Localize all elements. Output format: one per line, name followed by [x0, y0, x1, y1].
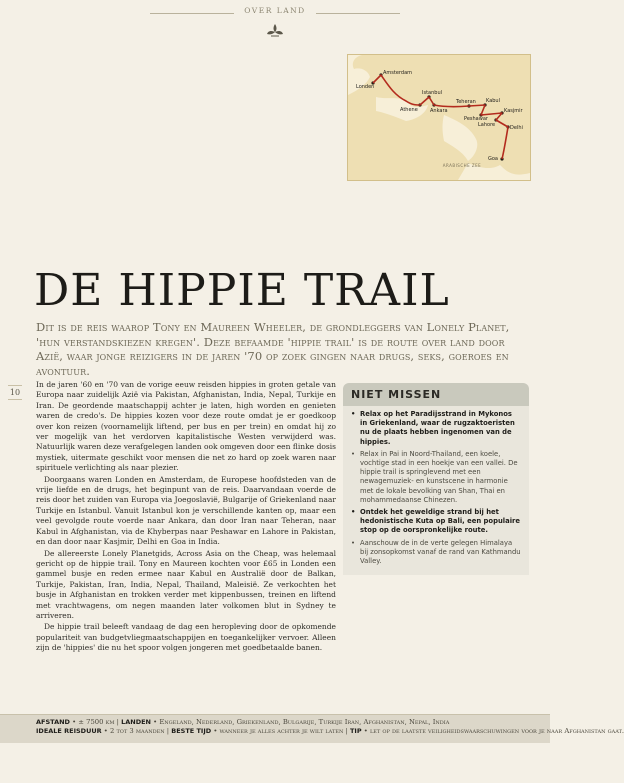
sidebar-item: • Relax in Pai in Noord-Thailand, een koele, vochtige stad in een hoekje van een vallei. De hippie trail is springlevend met een newagemuziek- en kunstscene in harmonie met de lokale bevolking van Shan, Thai en mohammedaanse Chinezen.: [351, 449, 518, 504]
body-paragraph: De allereerste Lonely Planetgids, Across Asia on the Cheap, was helemaal gericht op de hippie trail. Tony en Maureen kochten voor £65 in Londen een gammel busje en reden ermee naar Kabul en Australië door de Balkan, Turkije, Pakistan, Iran, India, Nepal, Thailand, Maleisië. Ze verkochten het busje in Afghanistan en trokken verder met kippenbussen, treinen en liftend met vrachtwagens, om negen maanden later volkomen blut in Sydney te arriveren.: [36, 548, 336, 620]
city-istanbul: Istanbul: [422, 90, 443, 96]
bullet-icon: •: [351, 449, 356, 458]
sidebar-list: [343, 406, 529, 575]
route-map: [347, 54, 531, 181]
page-title: DE HIPPIE TRAIL: [34, 265, 450, 316]
city-kabul: Kabul: [486, 98, 500, 104]
page-number: 10: [8, 385, 22, 400]
body-paragraph: De hippie trail beleeft vandaag de dag een heropleving door de opkomende populariteit van budgetvliegmaatschappijen en toegankelijker vervoer. Alleen zijn de 'hippies' die nu het spoor volgen jongeren met goedbetaalde banen.: [36, 622, 336, 653]
intro-text: Dit is de reis waarop Tony en Maureen Wheeler, de grondleggers van Lonely Planet, 'hun verstandskiezen kregen'. Deze befaamde 'hippie trail' is de route over land door Azië, waar jonge reizigers in de jaren '70 op zoek gingen naar drugs, seks, goeroes en avontuur.: [36, 320, 510, 378]
bullet-icon: •: [351, 538, 356, 547]
body-paragraph: Doorgaans waren Londen en Amsterdam, de Europese hoofdsteden van de vrije liefde en de drugs, het beginpunt van de reis. Daarvandaan voerde de reis door het zuiden van Europa via Joegoslavië, Bulgarije of Griekenland naar Turkije en Istanbul. Vanuit Istanbul kon je verschillende kanten op, maar een veel gevolgde route voerde naar Ankara, dan door Iran naar Teheran, naar Kabul in Afghanistan, via de Khyberpas naar Peshawar en Lahore in Pakistan, en dan door naar Kasjmir, Delhi en Goa in India.: [36, 474, 336, 547]
facts-footer: [0, 714, 624, 743]
city-goa: Goa: [488, 156, 498, 162]
city-ankara: Ankara: [430, 108, 448, 114]
city-kasjmir: Kasjmir: [504, 108, 523, 114]
city-amsterdam: Amsterdam: [383, 70, 413, 76]
sidebar-heading: NIET MISSEN: [343, 383, 529, 406]
city-athene: Athene: [400, 107, 418, 113]
bullet-icon: •: [351, 410, 356, 418]
city-lahore: Lahore: [478, 122, 496, 128]
fleur-ornament-icon: [265, 22, 285, 38]
sea-label: ARABISCHE ZEE: [442, 163, 482, 168]
city-delhi: Delhi: [510, 125, 523, 131]
section-header: OVER LAND: [244, 6, 306, 15]
sidebar-item: • Relax op het Paradijsstrand in Mykonos in Griekenland, waar de rugzaktoeristen nu de plaats hebben ingenomen van de hippies.: [351, 410, 515, 446]
footer-line-2: IDEALE REISDUUR • 2 tot 3 maanden | BESTE TIJD • wanneer je alles achter je wilt laten | TIP • let op de laatste veiligheidswaarschuwingen voor je naar Afghanistan gaat.: [36, 727, 624, 735]
body-text: [36, 380, 336, 655]
body-paragraph: In de jaren '60 en '70 van de vorige eeuw reisden hippies in groten getale van Europa naar zuidelijk Azië via Pakistan, Afghanistan, India, Nepal, Turkije en Iran. De geordende maatschappij achter je laten, high worden en genieten waren de credo's. De hippies kozen voor deze route omdat je er goedkoop over kon reizen (voornamelijk liftend, per bus en per trein) en omdat hij zo ver mogelijk van het verdorven kapitalistische Westen verwijderd was. Natuurlijk waren deze verafgelegen landen ook omgeven door een flinke dosis mystiek, uitermate geschikt voor mensen die net zo hard op zoek waren naar spirituele verlichting als naar plezier.: [36, 380, 336, 473]
city-teheran: Teheran: [456, 99, 476, 105]
city-peshawar: Peshawar: [464, 116, 488, 122]
bullet-icon: •: [351, 508, 356, 517]
sidebar-item: • Aanschouw de in de verte gelegen Himalaya bij zonsopkomst vanaf de rand van Kathmandu Valley.: [351, 538, 521, 566]
header-rule-right: [316, 13, 400, 14]
footer-line-1: AFSTAND • ± 7500 km | LANDEN • Engeland, Nederland, Griekenland, Bulgarije, Turkije Iran, Afghanistan, Nepal, India: [36, 718, 450, 726]
city-londen: Londen: [356, 84, 375, 90]
route-line: [348, 55, 530, 180]
sidebar-item: • Ontdek het geweldige strand bij het hedonistische Kuta op Bali, een populaire stop op de oorspronkelijke route.: [351, 508, 521, 535]
